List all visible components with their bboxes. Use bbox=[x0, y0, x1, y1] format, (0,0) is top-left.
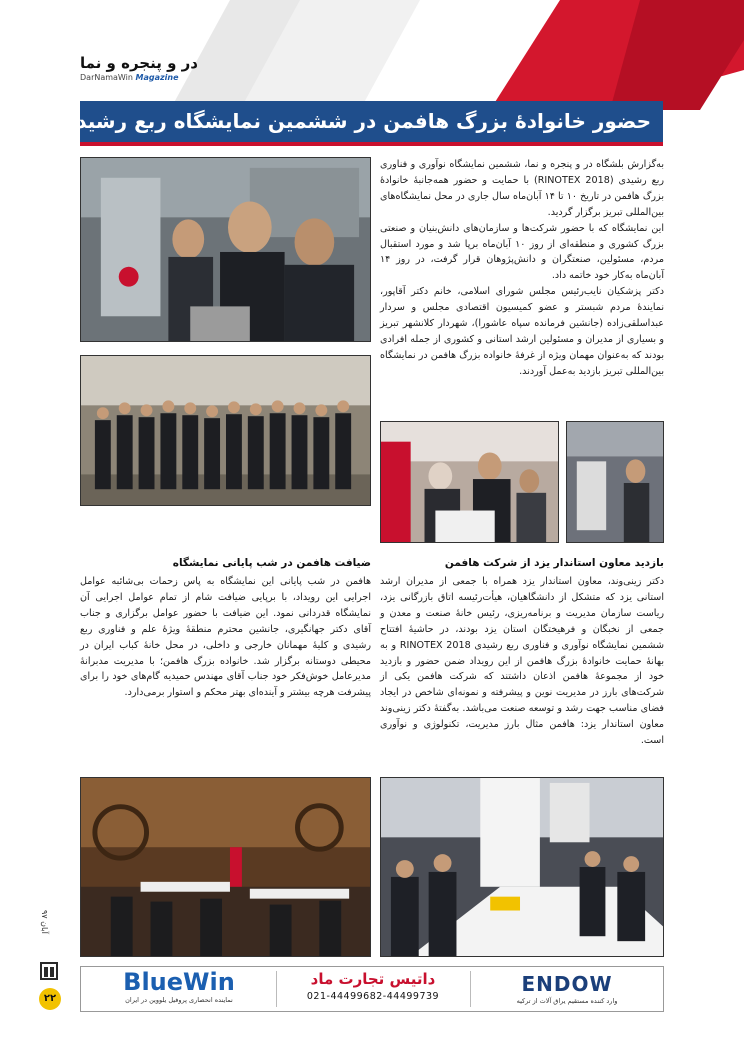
photo-booth-visitors bbox=[566, 421, 664, 543]
magazine-logo bbox=[80, 54, 198, 82]
logo-english-prefix: DarNamaWin bbox=[80, 73, 133, 82]
logo-english-suffix: Magazine bbox=[135, 73, 179, 82]
bluewin-subtitle: نماینده انحصاری پروفیل یلووین در ایران bbox=[125, 996, 233, 1004]
section-visit-heading: بازدید معاون استاندار یزد از شرکت هافمن bbox=[444, 557, 664, 569]
bluewin-logo: BlueWin bbox=[123, 968, 235, 996]
section-visit-text bbox=[380, 574, 664, 770]
photo-booth-officials bbox=[380, 421, 559, 543]
photo-dinner-hall bbox=[80, 777, 371, 957]
photo-group bbox=[80, 355, 371, 506]
magazine-mark-icon bbox=[40, 962, 58, 980]
intro-paragraph-2: این نمایشگاه که با حضور شرکت‌ها و سازمان‌های دانش‌بنیان و صنعتی بزرگ کشوری و منطقه‌ای از روز ۱۰ آبان‌ماه برپا شد و مورد استقبال مردم، مسئولین، صنعتگران و دانش‌پژوهان قرار گرفت، در روز ۱۴ آبان‌ماه به‌کار خود خاتمه داد. bbox=[380, 222, 664, 282]
ad-divider bbox=[470, 971, 471, 1007]
endow-subtitle: وارد کننده مستقیم یراق آلات از ترکیه bbox=[516, 997, 618, 1005]
endow-logo: ENDOW bbox=[521, 972, 613, 996]
section-dinner-paragraph: هافمن در شب پایانی این نمایشگاه به پاس زحمات بی‌شائبه عوامل اجرایی این رویداد، با برپایی ضیافت شام از تمام عوامل اجرایی آن نمایشگاه قدردانی نمود. این ضیافت با حضور عوامل برگزاری و جناب آقای دکتر جهانگیری، جانشین محترم منطقۀ ویژۀ علم و فناوری ربع رشیدی و کلیۀ مهمانان خارجی و داخلی، در محل خانۀ کباب ایران در محیطی دوستانه برگزار شد. خانواده بزرگ هافمن؛ با مدیریت مدبرانۀ مدیرعامل خوش‌فکر خود جناب آقای مهندس حمیدیه گام‌های خود را برای پیشرفت هرچه بیشتر و آینده‌ای بهتر محکم و استوار برمی‌دارد. bbox=[80, 576, 371, 699]
datis-phone: 021-44499682-44499739 bbox=[306, 991, 440, 1002]
issue-date: آبان ۹۷ bbox=[40, 910, 49, 934]
article-title: حضور خانوادۀ بزرگ هافمن در ششمین نمایشگاه ربع رشیدی تبریز bbox=[2, 109, 651, 133]
section-dinner-heading: ضیافت هافمن در شب پایانی نمایشگاه bbox=[172, 557, 371, 569]
ad-datis[interactable] bbox=[277, 967, 469, 1011]
intro-paragraph-1: به‌گزارش بلشگاه در و پنجره و نما، ششمین نمایشگاه نوآوری و فناوری ربع رشیدی (RINOTEX 2018) با حمایت و حضور همه‌جانبۀ خانوادۀ بزرگ هافمن در تاریخ ۱۰ تا ۱۴ آبان‌ماه سال جاری در محل نمایشگاه‌های بین‌المللی تبریز برگزار گردید. bbox=[380, 159, 665, 218]
title-bar bbox=[2, 101, 663, 146]
logo-english bbox=[80, 73, 198, 82]
logo-persian: در و پنجره و نما bbox=[80, 54, 198, 72]
intro-text bbox=[380, 157, 664, 413]
photo-officials-meeting bbox=[80, 157, 371, 342]
ad-endow[interactable] bbox=[471, 967, 663, 1011]
intro-paragraph-3: دکتر پزشکیان نایب‌رئیس مجلس شورای اسلامی، خانم دکتر آقاپور، نمایندۀ مردم شبستر و عضو کمیسیون اقتصادی مجلس و سردار عبداسلقی‌زاده (جانشین فرمانده سپاه عاشورا)، شهردار کلانشهر تبریز و بسیاری از مدیران و مسئولین ارشد استانی و کشوری از جمله افرادی بودند که به‌عنوان مهمان ویژه از غرفۀ خانواده بزرگ هافمن در نمایشگاه بین‌المللی تبریز بازدید به‌عمل آوردند. bbox=[380, 286, 664, 377]
photo-conference-table bbox=[380, 777, 664, 957]
section-dinner-text bbox=[80, 574, 371, 770]
ad-divider bbox=[276, 971, 277, 1007]
page-number: ۲۲ bbox=[39, 988, 61, 1010]
ad-bluewin[interactable] bbox=[83, 967, 275, 1011]
advertisement-strip bbox=[80, 966, 664, 1012]
section-visit-paragraph: دکتر زینی‌وند، معاون استاندار یزد همراه با جمعی از مدیران ارشد استانی یزد که متشکل از دانشگاهیان، هیأت‌رئیسه اتاق بازرگانی یزد، ریاست سازمان مدیریت و برنامه‌ریزی، رئیس خانۀ صنعت و معدن و جمعی از نخبگان و فرهیختگان استان یزد بودند، در حاشیۀ افتتاح ششمین نمایشگاه نوآوری و فناوری ربع رشیدی RINOTEX 2018 و به بهانۀ حمایت خانوادۀ بزرگ هافمن از این رویداد ضمن حضور و بازدید خود از مجموعۀ هافمن اذعان داشتند که شرکت هافمن یکی از شرکت‌های بارز در مدیریت نوین و پیشرفته و نمونه‌ای شاخص در ایجاد فضای مناسب جهت رشد و توسعه صنعت می‌باشد. به‌گفتۀ دکتر زینی‌وند معاون استاندار یزد: هافمن مثال بارز مدیریت، تکنولوژی و نوآوری است. bbox=[380, 576, 664, 747]
datis-title: داتیس تجارت ماد bbox=[310, 970, 436, 988]
